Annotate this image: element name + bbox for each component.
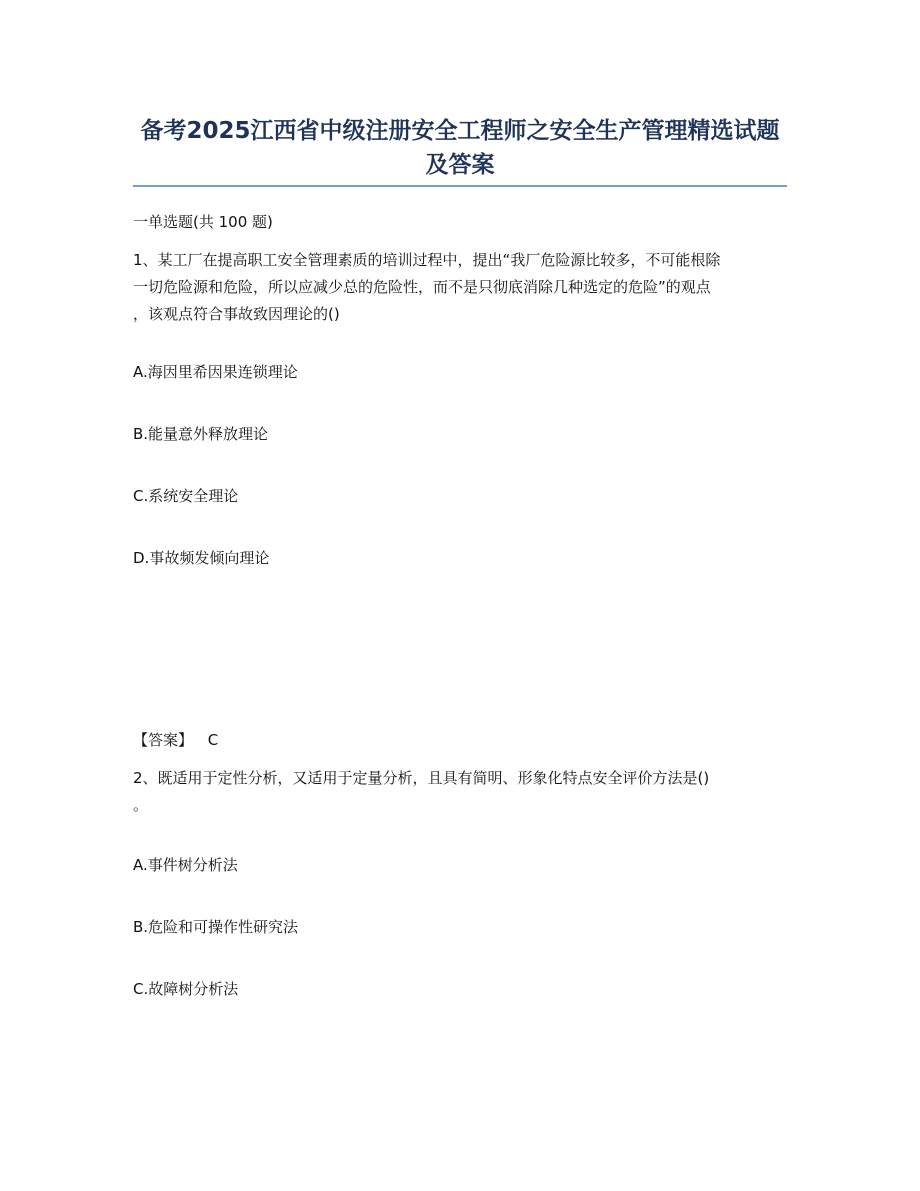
question-1-option-a: A.海因里希因果连锁理论 xyxy=(133,363,298,381)
question-2-line-2: 。 xyxy=(133,796,149,814)
question-2-option-a: A.事件树分析法 xyxy=(133,856,238,874)
question-1-line-1: 1、某工厂在提高职工安全管理素质的培训过程中，提出“我厂危险源比较多，不可能根除 xyxy=(133,251,721,269)
question-2-option-c: C.故障树分析法 xyxy=(133,980,239,998)
question-2-option-b: B.危险和可操作性研究法 xyxy=(133,918,299,936)
answer-label: 【答案】 xyxy=(133,731,194,749)
question-1-line-3: ，该观点符合事故致因理论的() xyxy=(133,305,340,323)
question-1-option-c: C.系统安全理论 xyxy=(133,487,239,505)
question-1-answer xyxy=(133,727,218,754)
question-1-line-2: 一切危险源和危险，所以应减少总的危险性，而不是只彻底消除几种选定的危险”的观点 xyxy=(133,278,711,296)
question-1-option-b: B.能量意外释放理论 xyxy=(133,425,269,443)
answer-value: C xyxy=(207,731,219,749)
document-title: 备考2025江西省中级注册安全工程师之安全生产管理精选试题及答案 xyxy=(140,118,780,178)
question-2-line-1: 2、既适用于定性分析，又适用于定量分析，且具有简明、形象化特点安全评价方法是() xyxy=(133,769,710,787)
question-1-option-d: D.事故频发倾向理论 xyxy=(133,549,270,567)
section-heading: 一单选题(共 100 题) xyxy=(133,213,273,231)
title-divider xyxy=(133,185,787,187)
